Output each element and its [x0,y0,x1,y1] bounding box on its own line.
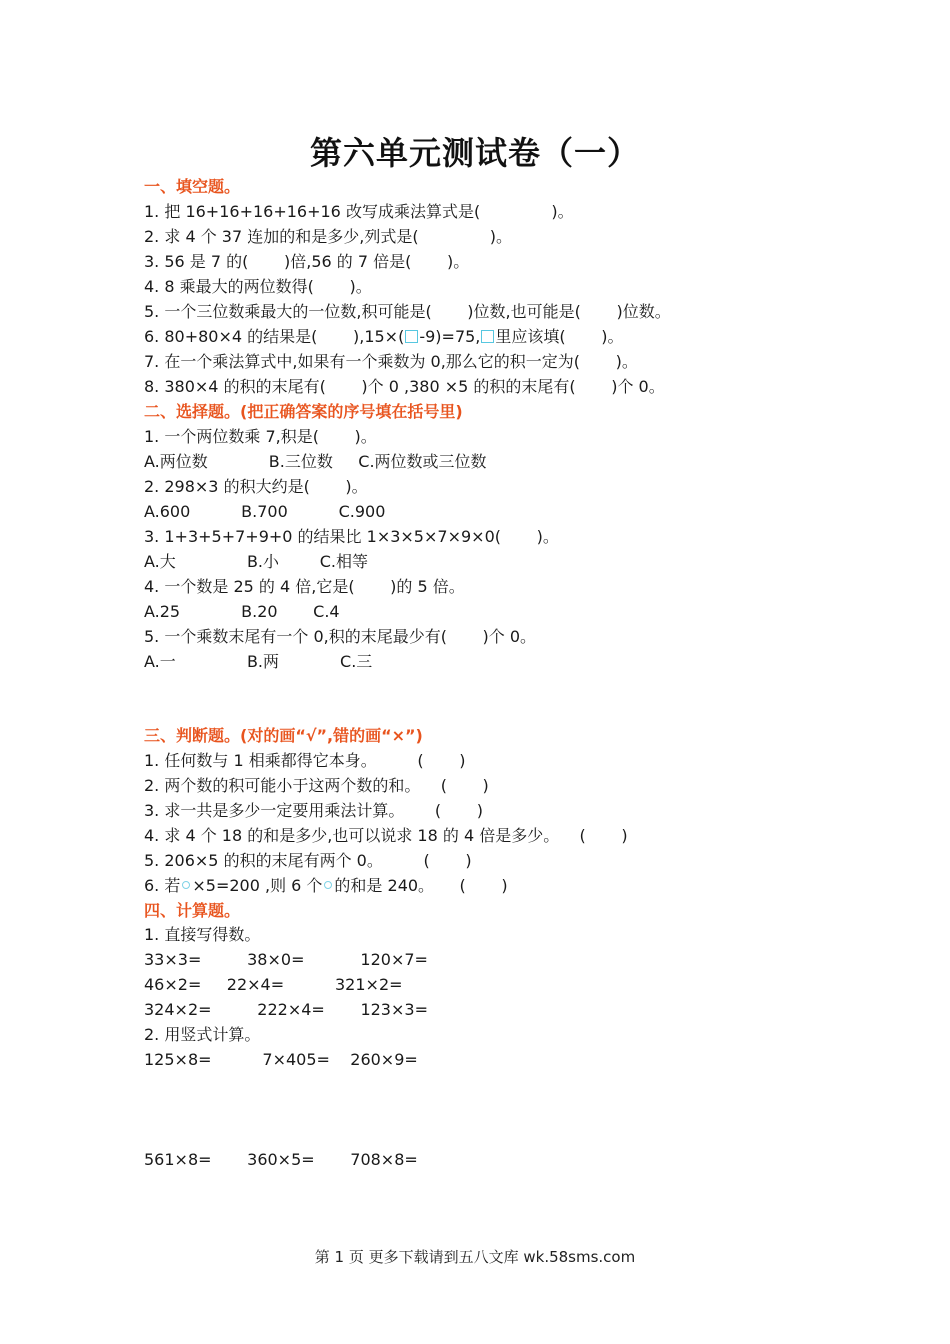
section4-part1: 1. 直接写得数。 [144,925,261,944]
section1-q6 [144,327,623,347]
section1-q3: 3. 56 是 7 的( )倍,56 的 7 倍是( )。 [144,252,470,271]
section2-heading: 二、选择题。(把正确答案的序号填在括号里) [144,402,463,421]
section2-q1: 1. 一个两位数乘 7,积是( )。 [144,427,377,446]
section1-q1: 1. 把 16+16+16+16+16 改写成乘法算式是( )。 [144,202,574,221]
blank-box-icon [481,330,494,343]
section2-q5-options: A.一 B.两 C.三 [144,652,373,671]
section2-q5: 5. 一个乘数末尾有一个 0,积的末尾最少有( )个 0。 [144,627,537,646]
section3-heading: 三、判断题。(对的画“√”,错的画“×”) [144,726,423,745]
section2-q3: 3. 1+3+5+7+9+0 的结果比 1×3×5×7×9×0( )。 [144,527,559,546]
page-title: 第六单元测试卷（一） [309,134,640,172]
section2-q4: 4. 一个数是 25 的 4 倍,它是( )的 5 倍。 [144,577,465,596]
section1-q6-part2: -9)=75, [419,327,481,346]
section4-row5: 561×8= 360×5= 708×8= [144,1150,418,1169]
section4-row1: 33×3= 38×0= 120×7= [144,950,428,969]
section3-q6-part3: 的和是 240。 ( ) [334,876,508,895]
section3-q6 [144,876,508,896]
section4-row3: 324×2= 222×4= 123×3= [144,1000,428,1019]
section2-q2: 2. 298×3 的积大约是( )。 [144,477,368,496]
section2-q2-options: A.600 B.700 C.900 [144,502,386,521]
circle-placeholder-icon [324,881,332,889]
section1-q6-part3: 里应该填( )。 [495,327,624,346]
section2-q4-options: A.25 B.20 C.4 [144,602,340,621]
section1-q6-part1: 6. 80+80×4 的结果是( ),15×( [144,327,405,346]
blank-box-icon [405,330,418,343]
section3-q6-part2: ×5=200 ,则 6 个 [192,876,323,895]
section1-q2: 2. 求 4 个 37 连加的和是多少,列式是( )。 [144,227,513,246]
section3-q1: 1. 任何数与 1 相乘都得它本身。 ( ) [144,751,466,770]
section3-q6-part1: 6. 若 [144,876,181,895]
circle-placeholder-icon [182,881,190,889]
section3-q5: 5. 206×5 的积的末尾有两个 0。 ( ) [144,851,472,870]
section3-q4: 4. 求 4 个 18 的和是多少,也可以说求 18 的 4 倍是多少。 ( ) [144,826,628,845]
page-footer: 第 1 页 更多下载请到五八文库 wk.58sms.com [314,1248,636,1266]
section3-q3: 3. 求一共是多少一定要用乘法计算。 ( ) [144,801,483,820]
section1-heading: 一、填空题。 [144,177,241,196]
section2-q3-options: A.大 B.小 C.相等 [144,552,368,571]
section4-row2: 46×2= 22×4= 321×2= [144,975,403,994]
section4-row4: 125×8= 7×405= 260×9= [144,1050,418,1069]
section4-part2: 2. 用竖式计算。 [144,1025,261,1044]
section1-q7: 7. 在一个乘法算式中,如果有一个乘数为 0,那么它的积一定为( )。 [144,352,638,371]
section1-q8: 8. 380×4 的积的末尾有( )个 0 ,380 ×5 的积的末尾有( )个 0。 [144,377,665,396]
section1-q5: 5. 一个三位数乘最大的一位数,积可能是( )位数,也可能是( )位数。 [144,302,671,321]
section3-q2: 2. 两个数的积可能小于这两个数的和。 ( ) [144,776,489,795]
section1-q4: 4. 8 乘最大的两位数得( )。 [144,277,372,296]
section4-heading: 四、计算题。 [144,901,241,920]
section2-q1-options: A.两位数 B.三位数 C.两位数或三位数 [144,452,487,471]
